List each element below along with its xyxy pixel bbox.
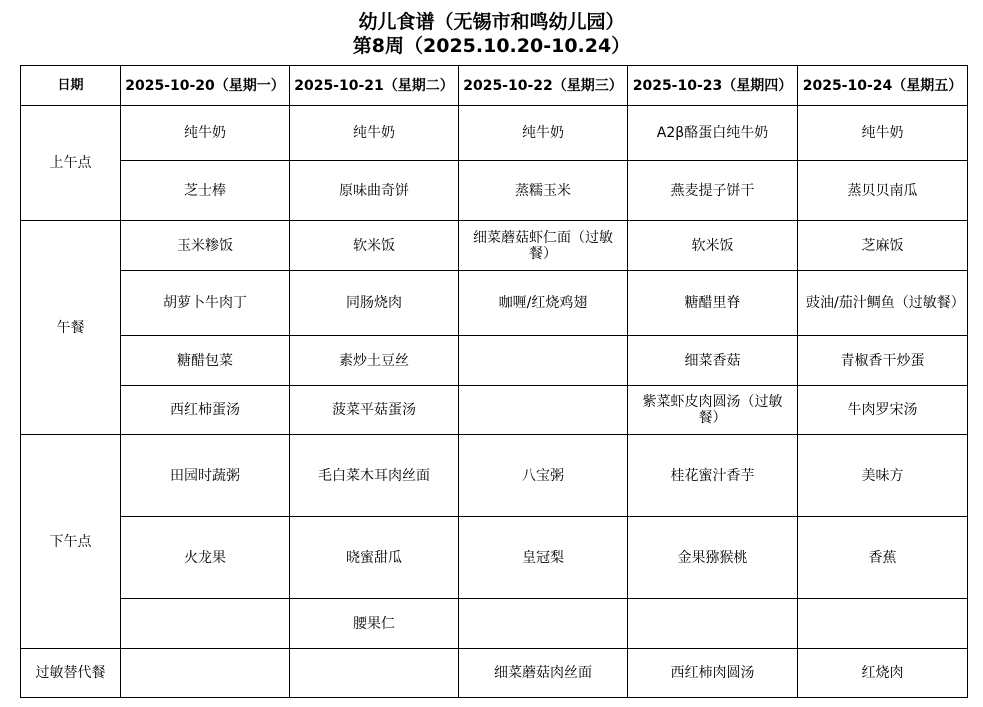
table-row [21, 161, 968, 221]
menu-cell: 火龙果 [121, 517, 290, 599]
menu-cell [459, 599, 628, 649]
menu-table [20, 65, 968, 698]
menu-cell: 软米饭 [628, 221, 798, 271]
menu-cell: 蒸糯玉米 [459, 161, 628, 221]
menu-cell: 红烧肉 [798, 649, 968, 698]
menu-cell [290, 649, 459, 698]
section-label-afternoon: 下午点 [21, 435, 121, 649]
table-row [21, 221, 968, 271]
menu-cell: 美味方 [798, 435, 968, 517]
menu-cell: 细菜蘑菇肉丝面 [459, 649, 628, 698]
menu-cell: 香蕉 [798, 517, 968, 599]
menu-cell: 糖醋里脊 [628, 271, 798, 336]
menu-cell: 田园时蔬粥 [121, 435, 290, 517]
menu-cell: 八宝粥 [459, 435, 628, 517]
section-label-morning: 上午点 [21, 106, 121, 221]
menu-cell: 皇冠梨 [459, 517, 628, 599]
menu-cell: 晓蜜甜瓜 [290, 517, 459, 599]
menu-cell: 青椒香干炒蛋 [798, 336, 968, 386]
menu-cell: 桂花蜜汁香芋 [628, 435, 798, 517]
menu-cell: 纯牛奶 [798, 106, 968, 161]
menu-cell: 玉米糁饭 [121, 221, 290, 271]
menu-cell: 蒸贝贝南瓜 [798, 161, 968, 221]
menu-cell [459, 336, 628, 386]
table-row [21, 386, 968, 435]
menu-cell: 西红柿蛋汤 [121, 386, 290, 435]
menu-cell [798, 599, 968, 649]
menu-cell: 菠菜平菇蛋汤 [290, 386, 459, 435]
menu-cell: A2β酪蛋白纯牛奶 [628, 106, 798, 161]
menu-cell: 糖醋包菜 [121, 336, 290, 386]
table-row [21, 106, 968, 161]
menu-cell: 芝士棒 [121, 161, 290, 221]
menu-cell: 纯牛奶 [290, 106, 459, 161]
menu-cell: 毛白菜木耳肉丝面 [290, 435, 459, 517]
menu-cell: 素炒土豆丝 [290, 336, 459, 386]
menu-cell: 腰果仁 [290, 599, 459, 649]
menu-cell: 豉油/茄汁鲷鱼（过敏餐） [798, 271, 968, 336]
menu-cell: 原味曲奇饼 [290, 161, 459, 221]
menu-cell [121, 649, 290, 698]
header-row [21, 66, 968, 106]
menu-cell: 金果猕猴桃 [628, 517, 798, 599]
page-subtitle: 第8周（2025.10.20-10.24） [352, 35, 631, 57]
menu-cell: 咖喱/红烧鸡翅 [459, 271, 628, 336]
day-header: 2025-10-24（星期五） [798, 66, 968, 106]
table-row [21, 599, 968, 649]
table-row [21, 336, 968, 386]
menu-cell: 细菜蘑菇虾仁面（过敏餐） [459, 221, 628, 271]
table-row [21, 517, 968, 599]
menu-cell [121, 599, 290, 649]
section-label-allergy: 过敏替代餐 [21, 649, 121, 698]
menu-cell: 同肠烧肉 [290, 271, 459, 336]
day-header: 2025-10-20（星期一） [121, 66, 290, 106]
menu-cell: 燕麦提子饼干 [628, 161, 798, 221]
day-header: 2025-10-22（星期三） [459, 66, 628, 106]
menu-cell: 胡萝卜牛肉丁 [121, 271, 290, 336]
table-row [21, 649, 968, 698]
menu-cell [628, 599, 798, 649]
table-row [21, 435, 968, 517]
menu-cell: 西红柿肉圆汤 [628, 649, 798, 698]
menu-cell: 纯牛奶 [459, 106, 628, 161]
table-row [21, 271, 968, 336]
menu-cell: 牛肉罗宋汤 [798, 386, 968, 435]
menu-cell [459, 386, 628, 435]
menu-cell: 软米饭 [290, 221, 459, 271]
date-header-label: 日期 [21, 66, 121, 106]
section-label-lunch: 午餐 [21, 221, 121, 435]
menu-cell: 细菜香菇 [628, 336, 798, 386]
day-header: 2025-10-23（星期四） [628, 66, 798, 106]
menu-cell: 纯牛奶 [121, 106, 290, 161]
menu-cell: 芝麻饭 [798, 221, 968, 271]
page-title: 幼儿食谱（无锡市和鸣幼儿园） [358, 11, 625, 33]
menu-cell: 紫菜虾皮肉圆汤（过敏餐） [628, 386, 798, 435]
day-header: 2025-10-21（星期二） [290, 66, 459, 106]
